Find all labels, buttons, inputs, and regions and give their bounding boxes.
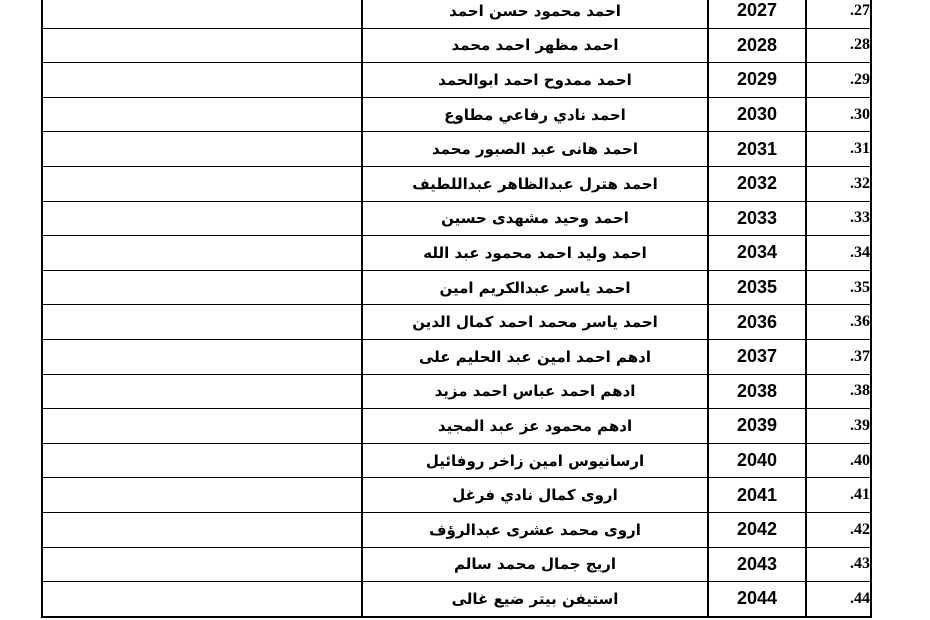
notes-cell (42, 374, 362, 409)
row-number-cell: .39 (806, 409, 871, 444)
student-code-cell: 2034 (708, 236, 806, 271)
student-roster-table (41, 0, 872, 618)
row-number-cell: .28 (806, 28, 871, 63)
row-number-cell: .38 (806, 374, 871, 409)
roster-body (42, 0, 871, 617)
notes-cell (42, 132, 362, 167)
table-row (42, 512, 871, 547)
notes-cell (42, 63, 362, 98)
row-number-cell: .44 (806, 582, 871, 617)
student-code-cell: 2028 (708, 28, 806, 63)
notes-cell (42, 305, 362, 340)
student-code-cell: 2044 (708, 582, 806, 617)
notes-cell (42, 166, 362, 201)
row-number-cell: .34 (806, 236, 871, 271)
student-name-cell: احمد هترل عبدالظاهر عبداللطيف (362, 166, 708, 201)
student-name-cell: احمد مظهر احمد محمد (362, 28, 708, 63)
student-code-cell: 2040 (708, 443, 806, 478)
row-number-cell: .31 (806, 132, 871, 167)
student-code-cell: 2042 (708, 512, 806, 547)
table-row (42, 236, 871, 271)
student-code-cell: 2030 (708, 97, 806, 132)
notes-cell (42, 582, 362, 617)
table-row (42, 409, 871, 444)
notes-cell (42, 512, 362, 547)
student-code-cell: 2031 (708, 132, 806, 167)
student-code-cell: 2029 (708, 63, 806, 98)
student-name-cell: ادهم محمود عز عبد المجيد (362, 409, 708, 444)
notes-cell (42, 339, 362, 374)
student-name-cell: اروى محمد عشرى عبدالرؤف (362, 512, 708, 547)
row-number-cell: .42 (806, 512, 871, 547)
row-number-cell: .43 (806, 547, 871, 582)
student-name-cell: احمد نادي رفاعي مطاوع (362, 97, 708, 132)
table-row (42, 0, 871, 28)
student-name-cell: احمد هانى عبد الصبور محمد (362, 132, 708, 167)
table-row (42, 339, 871, 374)
student-name-cell: ارسانيوس امين زاخر روفائيل (362, 443, 708, 478)
student-code-cell: 2041 (708, 478, 806, 513)
table-row (42, 63, 871, 98)
student-name-cell: احمد ياسر عبدالكريم امين (362, 270, 708, 305)
notes-cell (42, 478, 362, 513)
notes-cell (42, 547, 362, 582)
student-code-cell: 2035 (708, 270, 806, 305)
row-number-cell: .40 (806, 443, 871, 478)
student-code-cell: 2033 (708, 201, 806, 236)
student-name-cell: احمد وليد احمد محمود عبد الله (362, 236, 708, 271)
table-row (42, 478, 871, 513)
table-row (42, 582, 871, 617)
notes-cell (42, 201, 362, 236)
student-code-cell: 2032 (708, 166, 806, 201)
student-name-cell: احمد ياسر محمد احمد كمال الدين (362, 305, 708, 340)
student-code-cell: 2038 (708, 374, 806, 409)
table-row (42, 305, 871, 340)
student-name-cell: احمد وحيد مشهدى حسين (362, 201, 708, 236)
student-name-cell: اريج جمال محمد سالم (362, 547, 708, 582)
row-number-cell: .41 (806, 478, 871, 513)
student-code-cell: 2036 (708, 305, 806, 340)
table-row (42, 547, 871, 582)
table-row (42, 443, 871, 478)
student-name-cell: احمد محمود حسن احمد (362, 0, 708, 28)
row-number-cell: .36 (806, 305, 871, 340)
notes-cell (42, 443, 362, 478)
row-number-cell: .32 (806, 166, 871, 201)
row-number-cell: .35 (806, 270, 871, 305)
row-number-cell: .27 (806, 0, 871, 28)
row-number-cell: .33 (806, 201, 871, 236)
table-row (42, 97, 871, 132)
notes-cell (42, 0, 362, 28)
row-number-cell: .30 (806, 97, 871, 132)
student-name-cell: استيفن بيتر ضيع غالى (362, 582, 708, 617)
student-name-cell: اروى كمال نادي فرغل (362, 478, 708, 513)
notes-cell (42, 409, 362, 444)
table-row (42, 28, 871, 63)
notes-cell (42, 236, 362, 271)
table-row (42, 270, 871, 305)
notes-cell (42, 270, 362, 305)
row-number-cell: .29 (806, 63, 871, 98)
student-code-cell: 2039 (708, 409, 806, 444)
table-row (42, 132, 871, 167)
student-code-cell: 2043 (708, 547, 806, 582)
table-row (42, 201, 871, 236)
student-name-cell: ادهم احمد امين عبد الحليم على (362, 339, 708, 374)
notes-cell (42, 97, 362, 132)
notes-cell (42, 28, 362, 63)
row-number-cell: .37 (806, 339, 871, 374)
student-code-cell: 2027 (708, 0, 806, 28)
student-name-cell: ادهم احمد عباس احمد مزيد (362, 374, 708, 409)
table-row (42, 166, 871, 201)
student-name-cell: احمد ممدوح احمد ابوالحمد (362, 63, 708, 98)
table-row (42, 374, 871, 409)
student-code-cell: 2037 (708, 339, 806, 374)
